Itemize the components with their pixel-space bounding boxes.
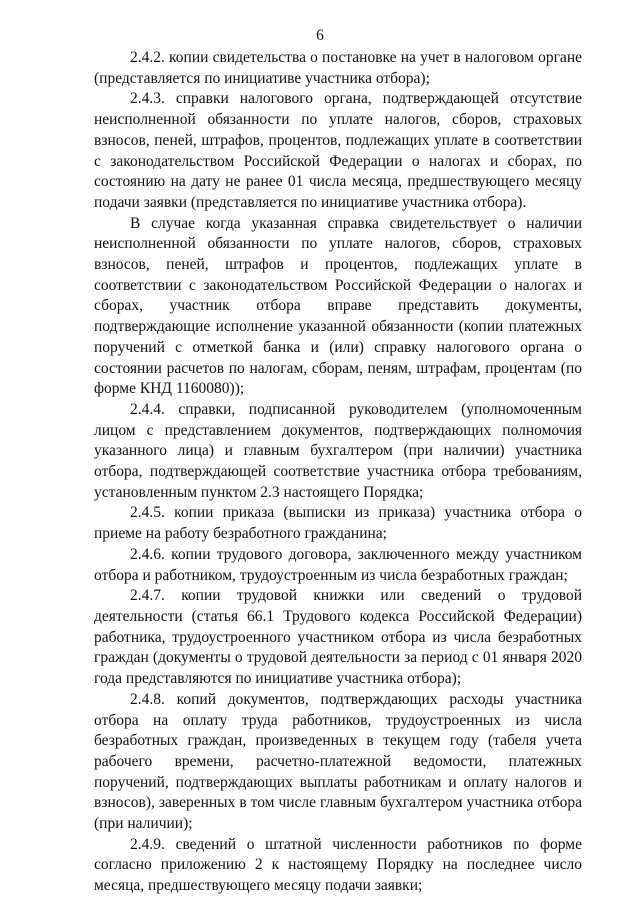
paragraph-2-4-2: 2.4.2. копии свидетельства о постановке на учет в налоговом органе (представляется по инициативе участника отбора); [94, 49, 582, 87]
paragraph-2-4-4: 2.4.4. справки, подписанной руководителем (уполномоченным лицом с представлением документов, подтверждающих полномочия указанного лица) и главным бухгалтером (при наличии) участника отбора, подтверждающей соответствие участника отбора требованиям, установленным пунктом 2.3 настоящего Порядка; [94, 400, 582, 501]
paragraph-certificate-case: В случае когда указанная справка свидетельствует о наличии неисполненной обязанности по уплате налогов, сборов, страховых взносов, пеней, штрафов и процентов, подлежащих уплате в соответствии с законодательством Российской Федерации о налогах и сборах, участник отбора вправе представить документы, подтверждающие исполнение указанной обязанности (копии платежных поручений с отметкой банка и (или) справку налогового органа о состоянии расчетов по налогам, сборам, пеням, штрафам, процентам (по форме КНД 1160080)); [94, 214, 582, 398]
paragraph-2-4-6: 2.4.6. копии трудового договора, заключенного между участником отбора и работником, трудоустроенным из числа безработных граждан; [94, 545, 582, 584]
paragraph-2-4-3: 2.4.3. справки налогового органа, подтверждающей отсутствие неисполненной обязанности по уплате налогов, сборов, страховых взносов, пеней, штрафов, процентов, подлежащих уплате в соответствии с законодательством Российской Федерации о налогах и сборах, по состоянию на дату не ранее 01 числа месяца, предшествующего месяцу подачи заявки (представляется по инициативе участника отбора). [94, 90, 582, 211]
page-number: 6 [316, 27, 324, 44]
paragraph-2-4-9: 2.4.9. сведений о штатной численности работников по форме согласно приложению 2 к настоящему Порядку на последнее число месяца, предшествующего месяцу подачи заявки; [94, 835, 582, 895]
paragraph-2-4-7: 2.4.7. копии трудовой книжки или сведений о трудовой деятельности (статья 66.1 Трудового кодекса Российской Федерации) работника, трудоустроенного участником отбора из числа безработных граждан (документы о трудовой деятельности за период с 01 января 2020 года представляются по инициативе участника отбора); [94, 587, 582, 688]
paragraph-2-4-8: 2.4.8. копий документов, подтверждающих расходы участника отбора на оплату труда работников, трудоустроенных из числа безработных граждан, произведенных в текущем году (табеля учета рабочего времени, расчетно-платежной ведомости, платежных поручений, подтверждающих выплаты работникам и оплату налогов и взносов), заверенных в том числе главным бухгалтером участника отбора (при наличии); [94, 690, 582, 833]
document-body [94, 48, 582, 897]
paragraph-2-4-5: 2.4.5. копии приказа (выписки из приказа) участника отбора о приеме на работу безработного гражданина; [94, 504, 582, 543]
